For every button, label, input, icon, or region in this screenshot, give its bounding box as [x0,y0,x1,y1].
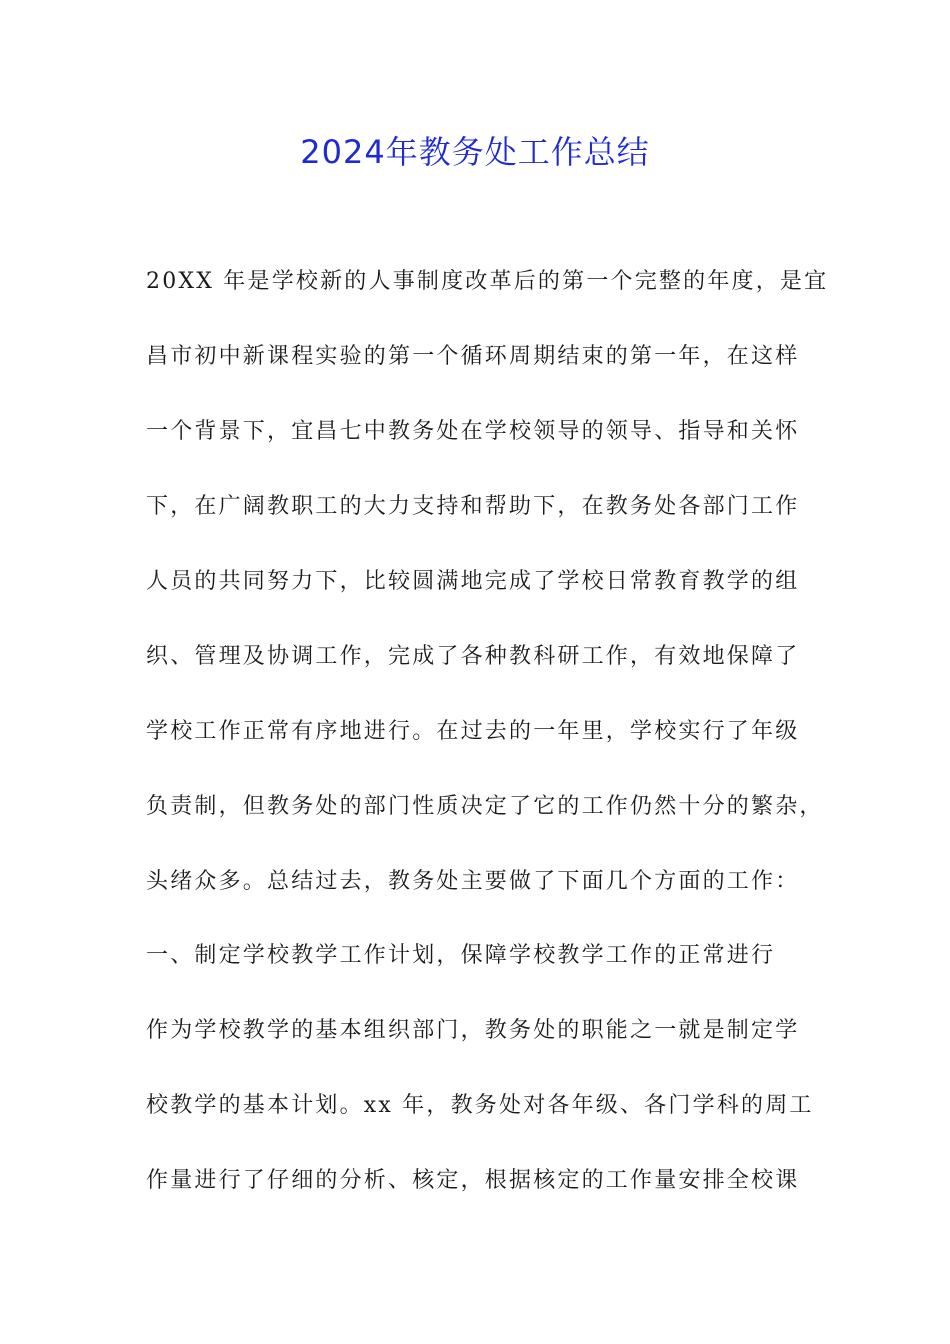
body-line-5: 人员的共同努力下，比较圆满地完成了学校日常教育教学的组 [146,569,800,594]
body-line-12: 校教学的基本计划。xx 年，教务处对各年级、各门学科的周工 [146,1093,814,1118]
body-line-9: 头绪众多。总结过去，教务处主要做了下面几个方面的工作： [146,869,800,894]
body-line-4: 下，在广阔教职工的大力支持和帮助下，在教务处各部门工作 [146,494,800,519]
section-heading-1: 一、制定学校教学工作计划，保障学校教学工作的正常进行 [146,943,776,968]
body-line-3: 一个背景下，宜昌七中教务处在学校领导的领导、指导和关怀 [146,419,800,444]
document-title: 2024年教务处工作总结 [300,133,650,171]
body-line-8: 负责制，但教务处的部门性质决定了它的工作仍然十分的繁杂， [146,794,824,819]
body-line-6: 织、管理及协调工作，完成了各种教科研工作，有效地保障了 [146,644,800,669]
body-line-13: 作量进行了仔细的分析、核定，根据核定的工作量安排全校课 [146,1168,800,1193]
body-line-7: 学校工作正常有序地进行。在过去的一年里，学校实行了年级 [146,719,800,744]
body-line-1: 20XX 年是学校新的人事制度改革后的第一个完整的年度，是宜 [146,269,829,294]
body-line-11: 作为学校教学的基本组织部门，教务处的职能之一就是制定学 [146,1018,800,1043]
body-line-2: 昌市初中新课程实验的第一个循环周期结束的第一年，在这样 [146,344,800,369]
